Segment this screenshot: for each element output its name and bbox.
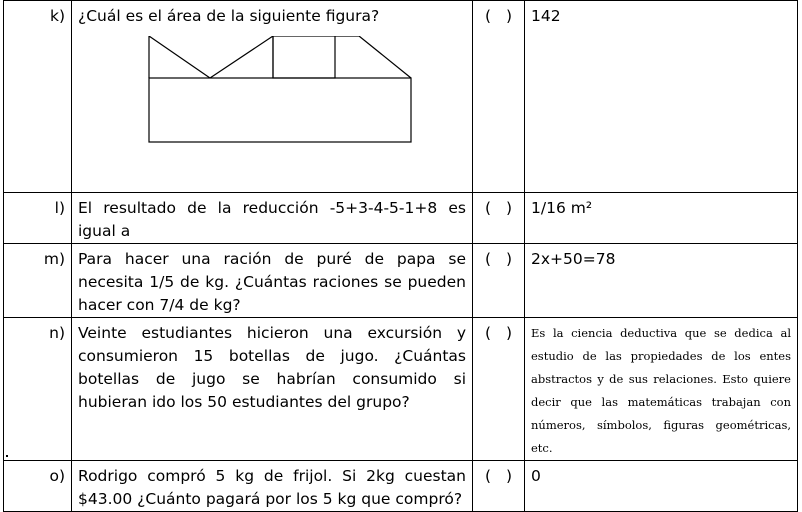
answer-parentheses: ( )	[473, 461, 525, 512]
question-cell: El resultado de la reducción -5+3-4-5-1+8 es igual a	[72, 193, 473, 244]
answer-cell: 2x+50=78	[525, 244, 798, 318]
answer-cell: Es la ciencia deductiva que se dedica al estudio de las propiedades de los entes abstractos y de sus relaciones. Esto quiere decir que las matemáticas trabajan con números, símbolos, figuras geométricas, etc.	[525, 318, 798, 461]
figure-right-triangle	[335, 36, 411, 78]
answer-cell: 1/16 m²	[525, 193, 798, 244]
figure-top-square	[273, 36, 335, 78]
question-text: ¿Cuál es el área de la siguiente figura?	[78, 7, 380, 25]
area-figure	[148, 36, 412, 150]
answer-cell: 0	[525, 461, 798, 512]
figure-left-triangle	[149, 36, 210, 78]
question-table	[3, 0, 798, 512]
table-row	[4, 318, 798, 461]
table-row	[4, 193, 798, 244]
question-cell: Para hacer una ración de puré de papa se necesita 1/5 de kg. ¿Cuántas raciones se pueden hacer con 7/4 de kg?	[72, 244, 473, 318]
figure-middle-triangle	[210, 36, 273, 78]
row-label: k)	[4, 1, 72, 193]
row-label: n)	[4, 318, 72, 461]
row-label: l)	[4, 193, 72, 244]
row-label: m)	[4, 244, 72, 318]
question-cell: Rodrigo compró 5 kg de frijol. Si 2kg cuestan $43.00 ¿Cuánto pagará por los 5 kg que compró?	[72, 461, 473, 512]
answer-parentheses: ( )	[473, 244, 525, 318]
row-label: o)	[4, 461, 72, 512]
answer-parentheses: ( )	[473, 1, 525, 193]
table-row	[4, 244, 798, 318]
question-cell	[72, 1, 473, 193]
answer-parentheses: ( )	[473, 193, 525, 244]
figure-base-rectangle	[149, 78, 411, 142]
question-cell: Veinte estudiantes hicieron una excursión y consumieron 15 botellas de jugo. ¿Cuántas botellas de jugo se habrían consumido si hubieran ido los 50 estudiantes del grupo?	[72, 318, 473, 461]
answer-parentheses: ( )	[473, 318, 525, 461]
stray-mark	[6, 455, 8, 457]
table-row	[4, 1, 798, 193]
answer-cell: 142	[525, 1, 798, 193]
table-row	[4, 461, 798, 512]
